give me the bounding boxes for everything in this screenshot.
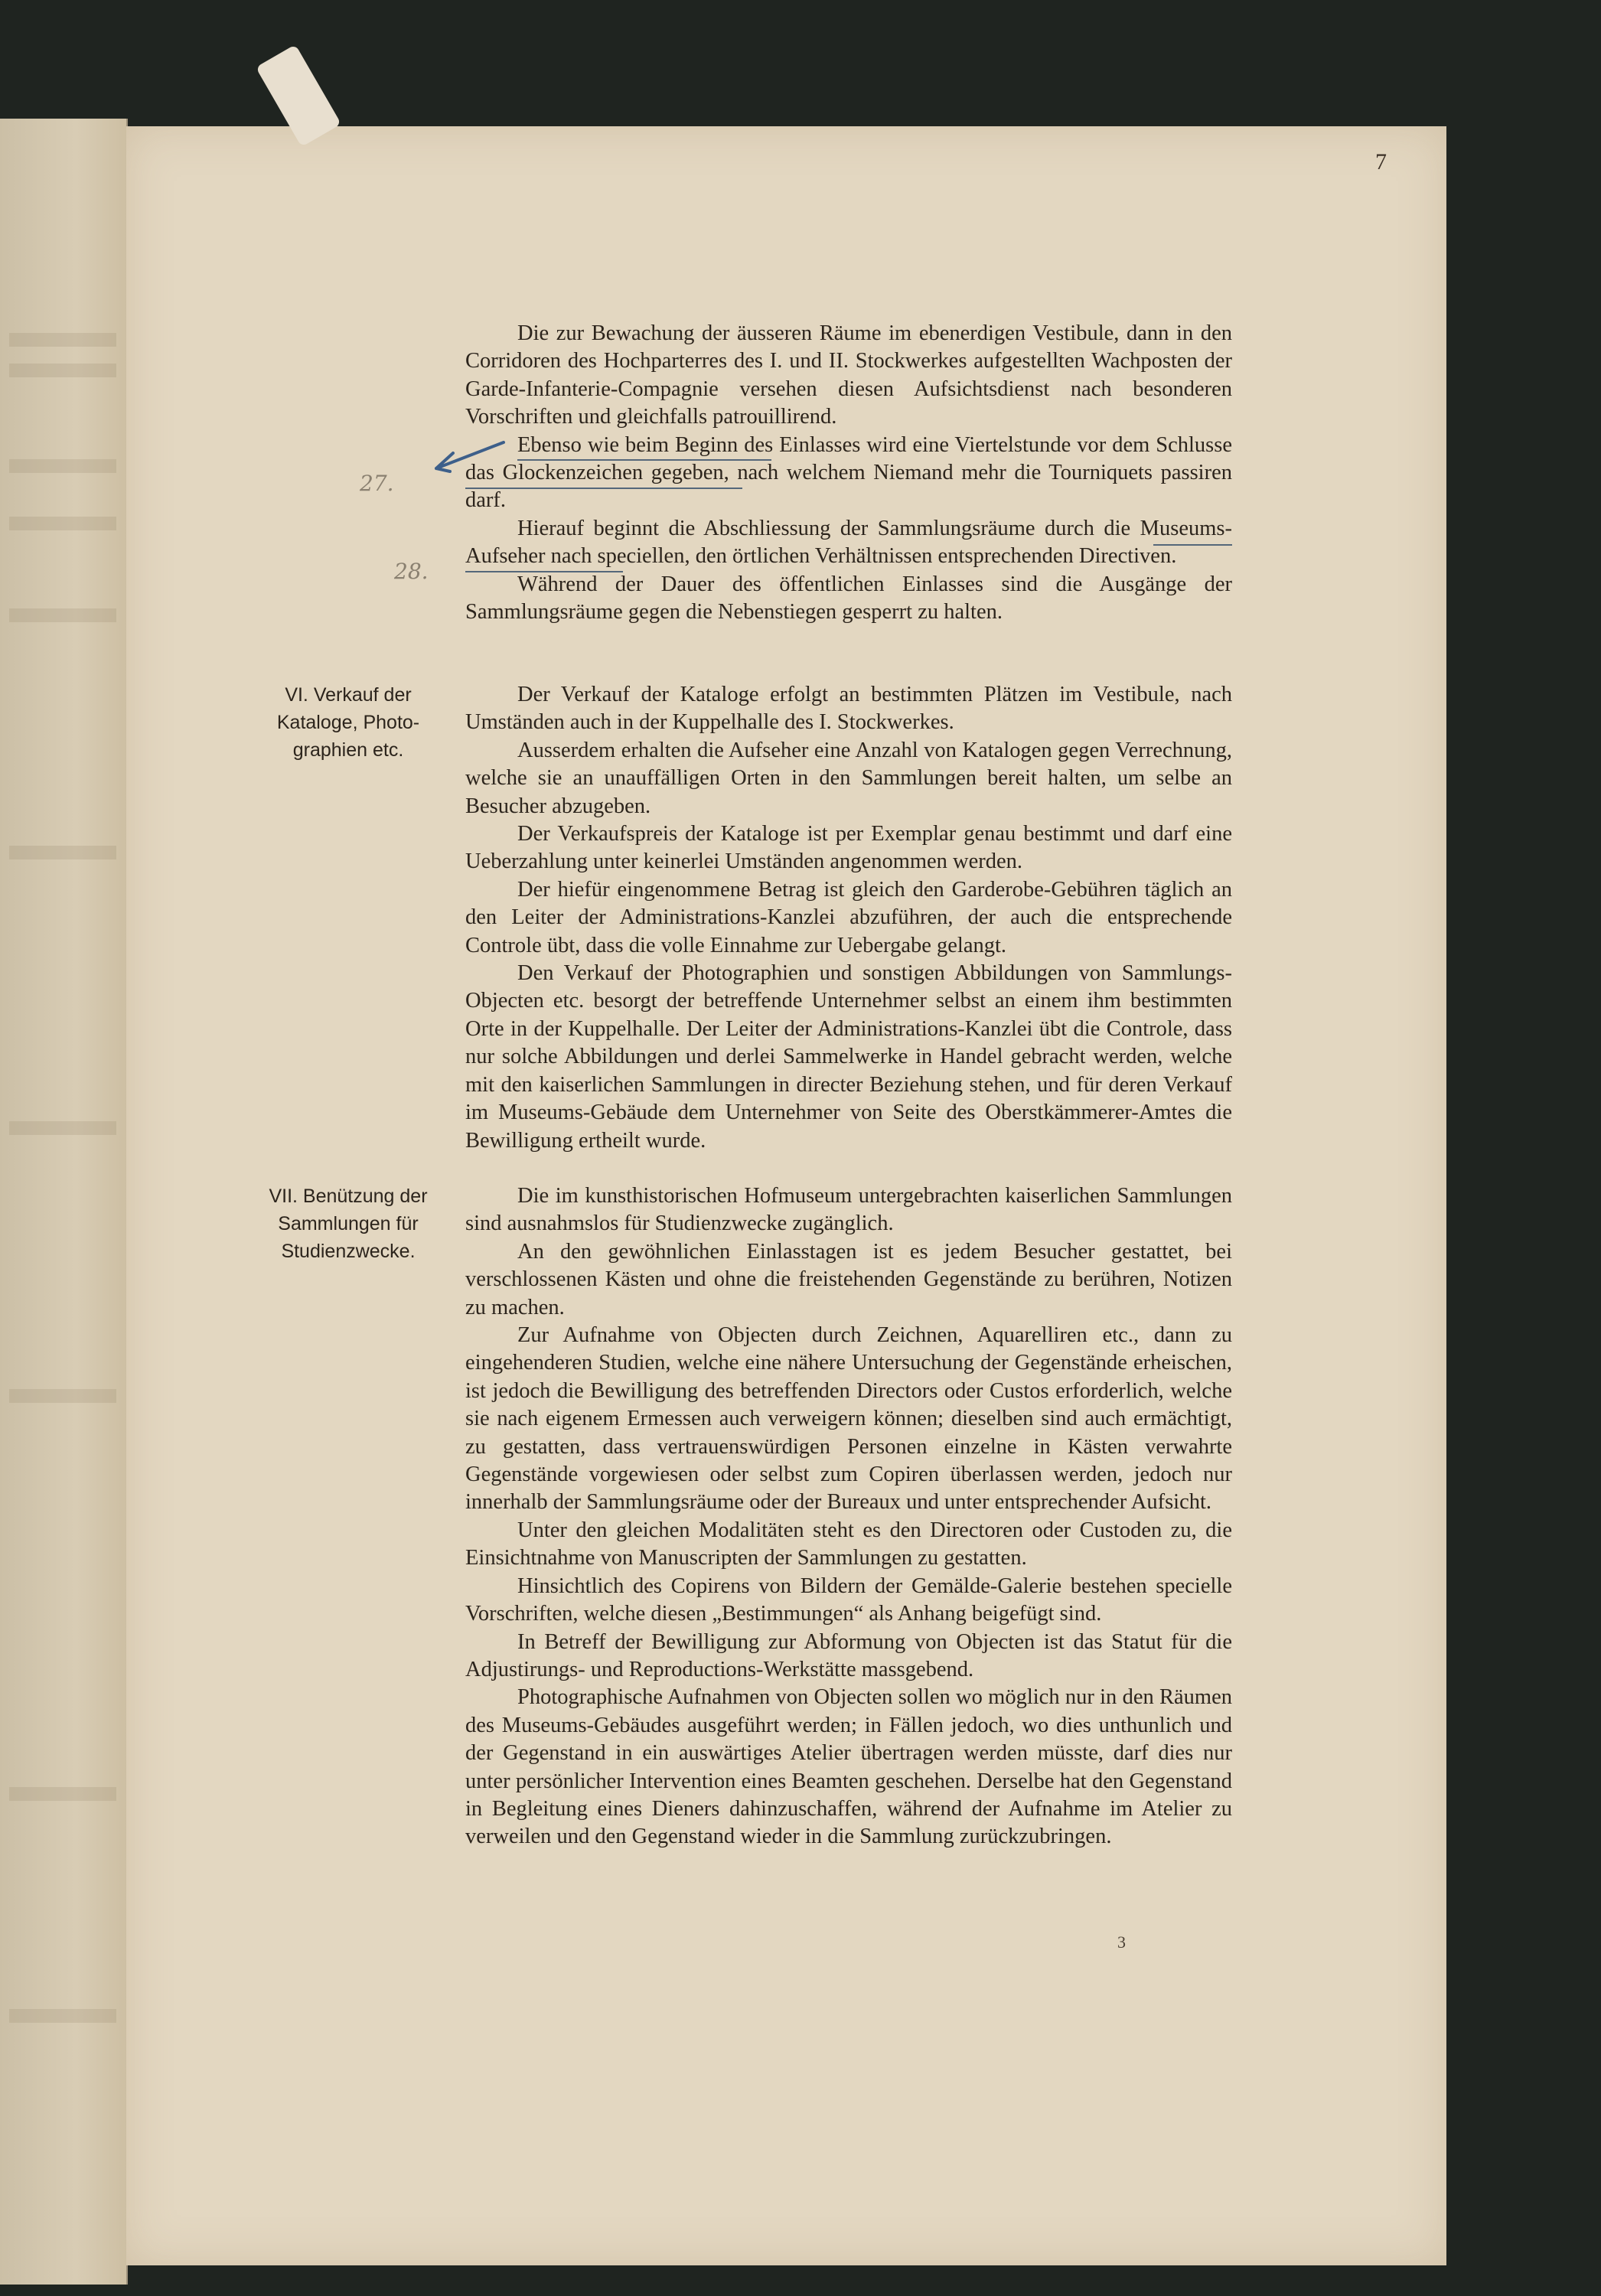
- signature-mark: 3: [1117, 1932, 1126, 1952]
- paragraph: Unter den gleichen Modalitäten steht es den Directoren oder Custoden zu, die Einsichtnahme von Manuscripten der Sammlungen zu gestatten.: [465, 1518, 1232, 1570]
- paragraph: Ebenso wie beim Beginn des Einlasses wird eine Viertelstunde vor dem Schlusse das Glockenzeichen gegeben, nach welchem Niemand mehr die Tourniquets passiren darf.: [465, 432, 1232, 513]
- margin-note-28: 28.: [394, 559, 429, 584]
- paragraph: Die zur Bewachung der äusseren Räume im ebenerdigen Vestibule, dann in den Corridoren des Hochparterres des I. und II. Stockwerkes aufgestellten Wachposten der Garde-Infanterie-Compagnie versehen diesen Aufsichtsdienst nach besonderen Vorschriften und gleichfalls patrouillirend.: [465, 321, 1232, 429]
- paragraph: Der hiefür eingenommene Betrag ist gleich den Garderobe-Gebühren täglich an den Leiter der Administrations-Kanzlei abzuführen, der auch die entsprechende Controle übt, dass die volle Einnahme zur Uebergabe gelangt.: [465, 877, 1232, 957]
- pencil-underline: [465, 488, 742, 489]
- paragraph: Während der Dauer des öffentlichen Einlasses sind die Ausgänge der Sammlungsräume gegen die Nebenstiegen gesperrt zu halten.: [465, 572, 1232, 625]
- section-vi-text: [465, 681, 1232, 1155]
- paragraph: Die im kunsthistorischen Hofmuseum untergebrachten kaiserlichen Sammlungen sind ausnahmslos für Studienzwecke zugänglich.: [465, 1184, 1232, 1236]
- paragraph: Den Verkauf der Photographien und sonstigen Abbildungen von Sammlungs-Objecten etc. besorgt der betreffende Unternehmer selbst an einem ihm bestimmten Orte in der Kuppelhalle. Der Leiter der Administrations-Kanzlei übt die Controle, dass nur solche Abbildungen und derlei Sammelwerke in Handel gebracht werden, welche mit den kaiserlichen Sammlungen in directer Beziehung stehen, und für deren Verkauf im Museums-Gebäude dem Unternehmer von Seite des Oberstkämmerer-Amtes die Bewilligung ertheilt wurde.: [465, 961, 1232, 1153]
- paragraph: Hierauf beginnt die Abschliessung der Sammlungsräume durch die Museums-Aufseher nach speciellen, den örtlichen Verhältnissen entsprechenden Directiven.: [465, 516, 1232, 569]
- pencil-underline: [465, 571, 623, 572]
- paragraph: Photographische Aufnahmen von Objecten sollen wo möglich nur in den Räumen des Museums-Gebäudes ausgeführt werden; in Fällen jedoch, wo dies unthunlich und der Gegenstand in ein auswärtiges Atelier übertragen werden müsste, darf dies nur unter persönlicher Intervention eines Beamten geschehen. Derselbe hat den Gegenstand in Begleitung eines Dieners dahinzuschaffen, während der Aufnahme im Atelier zu verweilen und den Gegenstand wieder in die Sammlung zurückzubringen.: [465, 1685, 1232, 1849]
- page-number: 7: [1375, 149, 1387, 174]
- paragraph: An den gewöhnlichen Einlasstagen ist es jedem Besucher gestattet, bei verschlossenen Kästen und ohne die freistehenden Gegenstände zu berühren, Notizen zu machen.: [465, 1239, 1232, 1319]
- pencil-underline: [517, 459, 771, 461]
- intro-paragraphs: [465, 320, 1232, 626]
- margin-note-27: 27.: [360, 471, 394, 496]
- section-vii-text: [465, 1182, 1232, 1851]
- previous-page-edge: [0, 119, 128, 2285]
- paragraph: Der Verkaufspreis der Kataloge ist per Exemplar genau bestimmt und darf eine Ueberzahlung unter keinerlei Umständen angenommen werden.: [465, 822, 1232, 874]
- paragraph: In Betreff der Bewilligung zur Abformung von Objecten ist das Statut für die Adjustirungs- und Reproductions-Werkstätte massgebend.: [465, 1629, 1232, 1681]
- paragraph: Zur Aufnahme von Objecten durch Zeichnen, Aquarelliren etc., dann zu eingehenderen Studien, welche eine nähere Untersuchung der Gegenstände erheischen, ist jedoch die Bewilligung des betreffenden Directors oder Custos erforderlich, welche sie nach eigenem Ermessen auch verweigern können; dieselben sind auch ermächtigt, zu gestatten, dass vertrauenswürdigen Personen einzelne in Kästen verwahrte Gegenstände vorgewiesen oder selbst zum Copiren überlassen werden, jedoch nur innerhalb der Sammlungsräume oder der Bureaux und unter entsprechender Aufsicht.: [465, 1323, 1232, 1515]
- paragraph: Hinsichtlich des Copirens von Bildern der Gemälde-Galerie bestehen specielle Vorschriften, welche diesen „Bestimmungen“ als Anhang beigefügt sind.: [465, 1574, 1232, 1626]
- paragraph: Der Verkauf der Kataloge erfolgt an bestimmten Plätzen im Vestibule, nach Umständen auch in der Kuppelhalle des I. Stockwerkes.: [465, 683, 1232, 735]
- pencil-underline: [1153, 544, 1232, 546]
- section-vii-heading: VII. Benützung der Sammlungen für Studienzwecke.: [269, 1186, 428, 1262]
- section-vi-heading: VI. Verkauf der Kataloge, Photo- graphien etc.: [276, 684, 420, 761]
- paragraph: Ausserdem erhalten die Aufseher eine Anzahl von Katalogen gegen Verrechnung, welche sie an unauffälligen Orten in den Sammlungen bereit halten, um selbe an Besucher abzugeben.: [465, 738, 1232, 818]
